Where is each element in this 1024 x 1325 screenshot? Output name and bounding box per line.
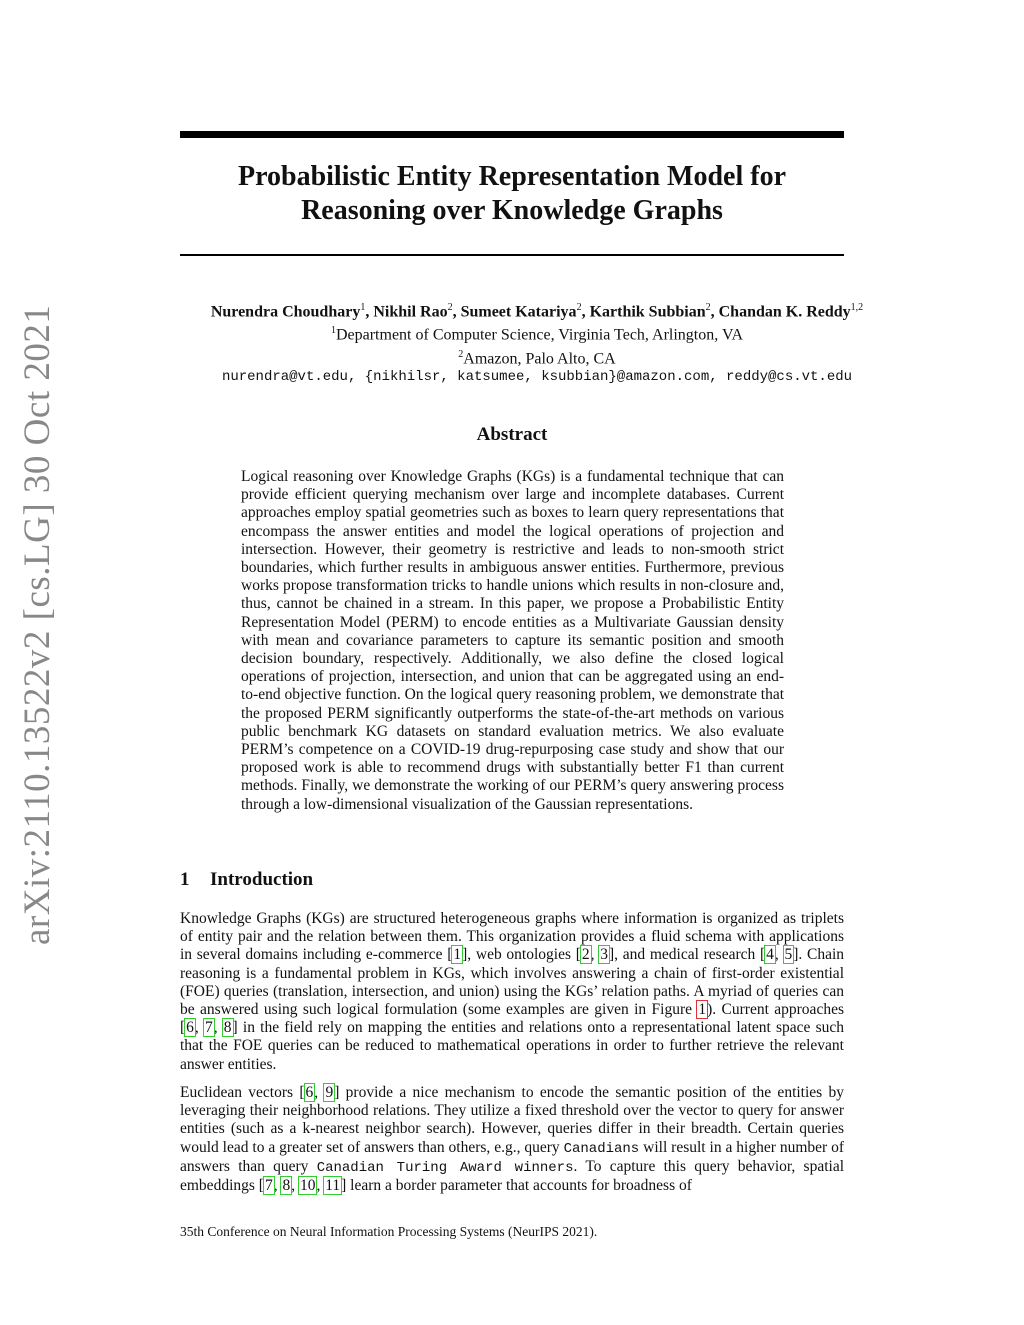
inline-code: Canadians <box>563 1140 640 1157</box>
citation-link[interactable]: 6 <box>186 1019 194 1037</box>
paper-title <box>180 160 844 228</box>
affiliation-sup: 2 <box>458 348 464 360</box>
author-emails: nurendra@vt.edu, {nikhilsr, katsumee, ksubbian}@amazon.com, reddy@cs.vt.edu <box>221 368 853 385</box>
citation-link[interactable]: 1 <box>453 946 462 964</box>
citation-link[interactable]: 5 <box>784 946 793 964</box>
citation-link[interactable]: 7 <box>264 1177 273 1195</box>
citation-link[interactable]: 4 <box>766 946 774 964</box>
affiliation-sup: 1 <box>330 325 336 337</box>
section-title: Introduction <box>210 869 314 890</box>
intro-paragraph-2: Euclidean vectors [6, 9] provide a nice mechanism to encode the semantic position of the entities by leveraging their neighborhood relations. They utilize a fixed threshold over the vector to query for answer entities (such as a k-nearest neighbor search). However, queries differ in their breadth. Certain queries would lead to a greater set of answers than others, e.g., query Canadians will result in a higher number of answers than query Canadian Turing Award winners. To capture this query behavior, spatial embeddings [7, 8, 10, 11] learn a border parameter that accounts for broadness of <box>180 1084 845 1195</box>
abstract-text: Logical reasoning over Knowledge Graphs (KGs) is a fundamental technique that can provide efficient querying mechanism over large and incomplete databases. Current approaches employ spatial geometries such as boxes to learn query representations that encompass the answer entities and model the logical operations of projection and intersection. However, their geometry is restrictive and leads to non-smooth strict boundaries, which further results in ambiguous answer entities. Furthermore, previous works propose transformation tricks to handle unions which results in non-closure and, thus, cannot be chained in a stream. In this paper, we propose a Probabilistic Entity Representation Model (PERM) to encode entities as a Multivariate Gaussian density with mean and covariance parameters to capture its semantic position and smooth decision boundary, respectively. Additionally, we also define the closed logical operations of projection, intersection, and union that can be aggregated using an end-to-end objective function. On the logical query reasoning problem, we demonstrate that the proposed PERM significantly outperforms the state-of-the-art methods on various public benchmark KG datasets on standard evaluation metrics. We also evaluate PERM’s competence on a COVID-19 drug-repurposing case study and show that our proposed work is able to recommend drugs with substantially better F1 than current methods. Finally, we demonstrate the working of our PERM’s query answering process through a low-dimensional visualization of the Gaussian representations. <box>241 468 784 813</box>
author-sup: 2 <box>705 302 711 313</box>
title-bottom-rule <box>180 254 844 256</box>
author-name: Nikhil Rao <box>373 303 448 321</box>
arxiv-side-label: arXiv:2110.13522v2 [cs.LG] 30 Oct 2021 <box>17 304 58 945</box>
citation-link[interactable]: 2 <box>581 946 590 964</box>
author-name: Sumeet Katariya <box>460 303 577 321</box>
author-sup: 1 <box>360 302 366 313</box>
affiliation-text: Amazon, Palo Alto, CA <box>463 349 616 367</box>
author-name: Karthik Subbian <box>589 303 706 321</box>
citation-link[interactable]: 8 <box>223 1019 232 1037</box>
affiliation-text: Department of Computer Science, Virginia Tech, Arlington, VA <box>335 326 744 344</box>
title-top-rule <box>180 131 844 138</box>
abstract-heading: Abstract <box>476 424 548 445</box>
inline-code: Canadian Turing Award winners <box>316 1159 574 1176</box>
citation-link[interactable]: 10 <box>299 1177 316 1195</box>
intro-paragraph-1: Knowledge Graphs (KGs) are structured heterogeneous graphs where information is organized as triplets of entity pair and the relation between them. This organization provides a fluid schema with applications in several domains including e-commerce [1], web ontologies [2, 3], and medical research [4, 5]. Chain reasoning is a fundamental problem in KGs, which involves answering a chain of first-order existential (FOE) queries (translation, intersection, and union) using the KGs’ relation paths. A myriad of queries can be answered using such logical formulation (some examples are given in Figure 1). Current approaches [6, 7, 8] in the field rely on mapping the entities and relations onto a representational latent space such that the FOE queries can be reduced to mathematical operations in order to further retrieve the relevant answer entities. <box>180 910 845 1073</box>
author-name: Nurendra Choudhary <box>210 303 361 321</box>
citation-link[interactable]: 8 <box>282 1177 291 1195</box>
section-number: 1 <box>180 869 190 890</box>
author-sup: 2 <box>576 302 582 313</box>
citation-link[interactable]: 7 <box>204 1019 213 1037</box>
section-heading <box>180 869 313 891</box>
citation-link[interactable]: 6 <box>305 1084 314 1101</box>
citation-link[interactable]: 3 <box>600 946 608 964</box>
conference-footer: 35th Conference on Neural Information Processing Systems (NeurIPS 2021). <box>180 1224 598 1239</box>
author-names: Nurendra Choudhary$^1$, Nikhil Rao$^2$, Sumeet Katariya$^2$, Karthik Subbian$^2$, Chandan K. Reddy$^{1,2}$ <box>210 302 864 321</box>
title-line-2: Reasoning over Knowledge Graphs <box>301 195 723 226</box>
author-sup: 2 <box>447 302 453 313</box>
citation-link[interactable]: 11 <box>325 1177 341 1195</box>
author-name: Chandan K. Reddy <box>718 303 851 321</box>
author-block <box>150 298 924 387</box>
citation-link[interactable]: 9 <box>325 1084 334 1101</box>
title-line-1: Probabilistic Entity Representation Model for <box>237 161 787 192</box>
affiliation-1 <box>150 321 924 344</box>
author-sup: 1,2 <box>850 302 864 313</box>
affiliation-2 <box>150 345 924 368</box>
figure-reference-link[interactable]: 1 <box>698 1001 707 1019</box>
